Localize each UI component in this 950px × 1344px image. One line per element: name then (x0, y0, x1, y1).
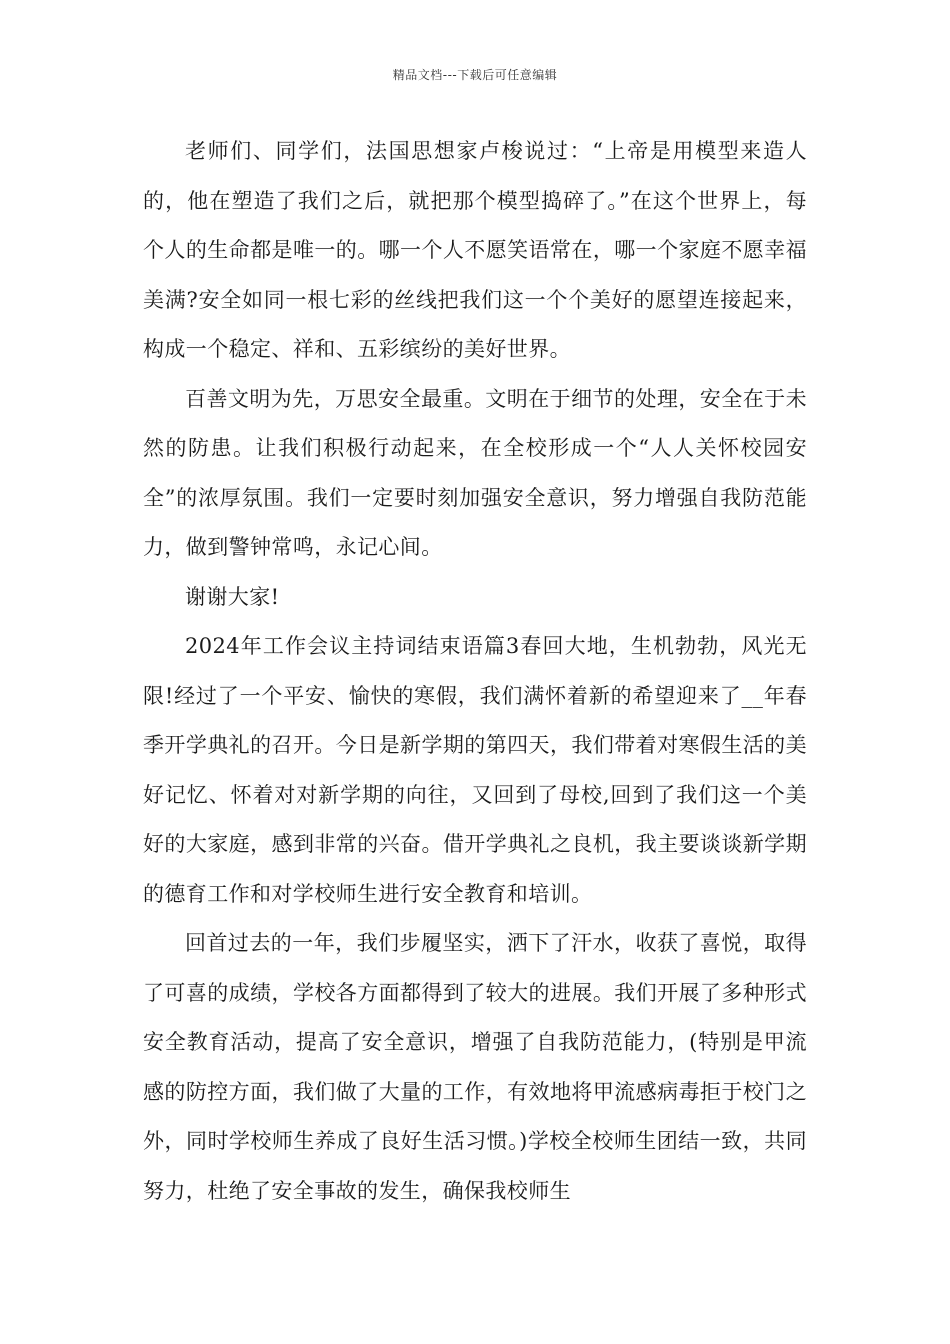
paragraph: 回首过去的一年，我们步履坚实，洒下了汗水，收获了喜悦，取得了可喜的成绩，学校各方面都得到了较大的进展。我们开展了多种形式安全教育活动，提高了安全意识，增强了自我防范能力，(特别是甲流感的防控方面，我们做了大量的工作，有效地将甲流感病毒拒于校门之外，同时学校师生养成了良好生活习惯。)学校全校师生团结一致，共同努力，杜绝了安全事故的发生，确保我校师生 (143, 931, 807, 1203)
paragraph: 2024年工作会议主持词结束语篇3春回大地，生机勃勃，风光无限!经过了一个平安、愉快的寒假，我们满怀着新的希望迎来了__年春季开学典礼的召开。今日是新学期的第四天，我们带着对寒假生活的美好记忆、怀着对对新学期的向往，又回到了母校,回到了我们这一个美好的大家庭，感到非常的兴奋。借开学典礼之良机，我主要谈谈新学期的德育工作和对学校师生进行安全教育和培训。 (143, 634, 807, 906)
paragraph: 谢谢大家! (185, 584, 280, 609)
paragraph: 老师们、同学们，法国思想家卢梭说过：“上帝是用模型来造人的，他在塑造了我们之后，就把那个模型捣碎了。”在这个世界上，每个人的生命都是唯一的。哪一个人不愿笑语常在，哪一个家庭不愿幸福美满?安全如同一根七彩的丝线把我们这一个个美好的愿望连接起来，构成一个稳定、祥和、五彩缤纷的美好世界。 (143, 139, 807, 361)
paragraph: 百善文明为先，万思安全最重。文明在于细节的处理，安全在于未然的防患。让我们积极行动起来，在全校形成一个“人人关怀校园安全”的浓厚氛围。我们一定要时刻加强安全意识，努力增强自我防范能力，做到警钟常鸣，永记心间。 (143, 386, 807, 559)
document-body (143, 127, 807, 1216)
page-header: 精品文档---下载后可任意编辑 (392, 68, 558, 82)
